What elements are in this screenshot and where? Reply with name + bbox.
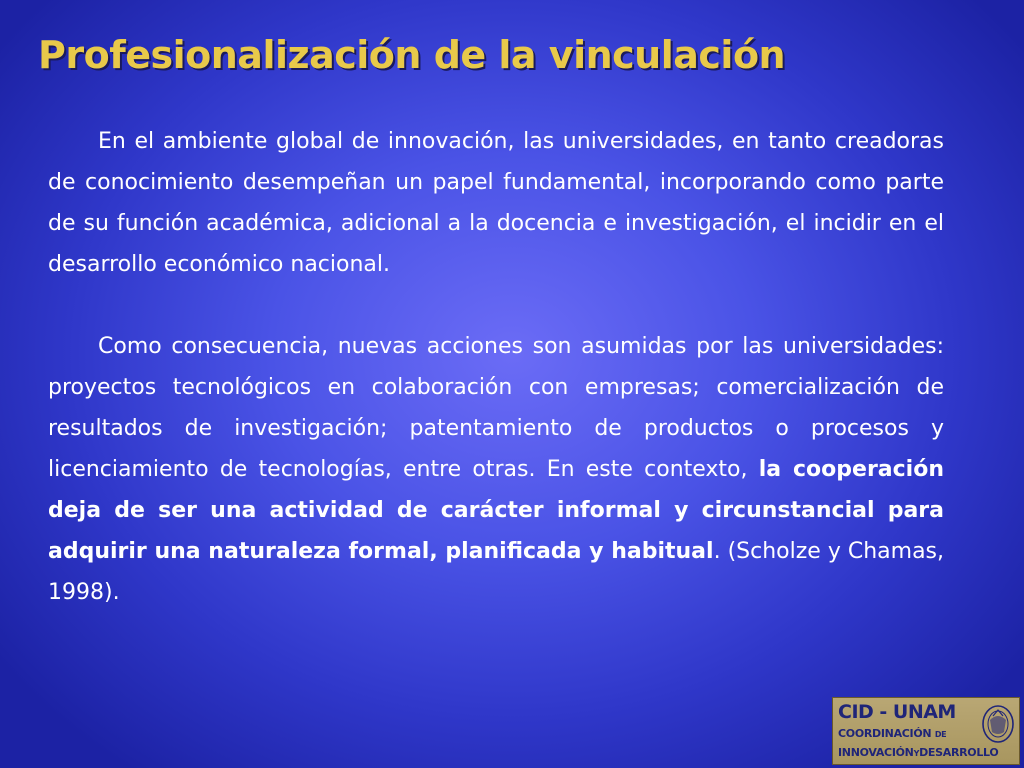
unam-seal-icon <box>981 704 1015 744</box>
paragraph-1: En el ambiente global de innovación, las universidades, en tanto creadoras de conocimiento desempeñan un papel fundamental, incorporando como parte de su función académica, adicional a la docencia e investigación, el incidir en el desarrollo económico nacional. <box>48 129 944 277</box>
logo-word-innovacion: INNOVACIÓN <box>838 746 914 759</box>
paragraph-2-text: Como consecuencia, nuevas acciones son asumidas por las universidades: proyectos tecnológicos en colaboración con empresas; comercialización de resultados de investigación; patentamiento de productos o procesos y licenciamiento de tecnologías, entre otras. En este contexto, <box>48 334 944 482</box>
logo-word-desarrollo: DESARROLLO <box>919 746 999 759</box>
slide-title: Profesionalización de la vinculación <box>38 33 786 77</box>
logo-word-y: Y <box>913 749 920 758</box>
logo-line-innovacion <box>838 746 998 761</box>
slide-body <box>48 121 944 613</box>
paragraph-2 <box>48 326 944 613</box>
logo-title: CID - UNAM <box>838 701 956 723</box>
logo-line-coordinacion <box>838 727 946 742</box>
paragraph-2-citation: . (Scholze y Chamas, 1998). <box>48 539 945 605</box>
cid-unam-logo <box>832 697 1020 765</box>
logo-word-coordinacion: COORDINACIÓN <box>838 727 932 740</box>
paragraph-2-emphasis: la cooperación deja de ser una actividad de carácter informal y circunstancial para adquirir una naturaleza formal, planificada y habitual <box>48 457 944 564</box>
logo-word-de: DE <box>934 730 947 739</box>
